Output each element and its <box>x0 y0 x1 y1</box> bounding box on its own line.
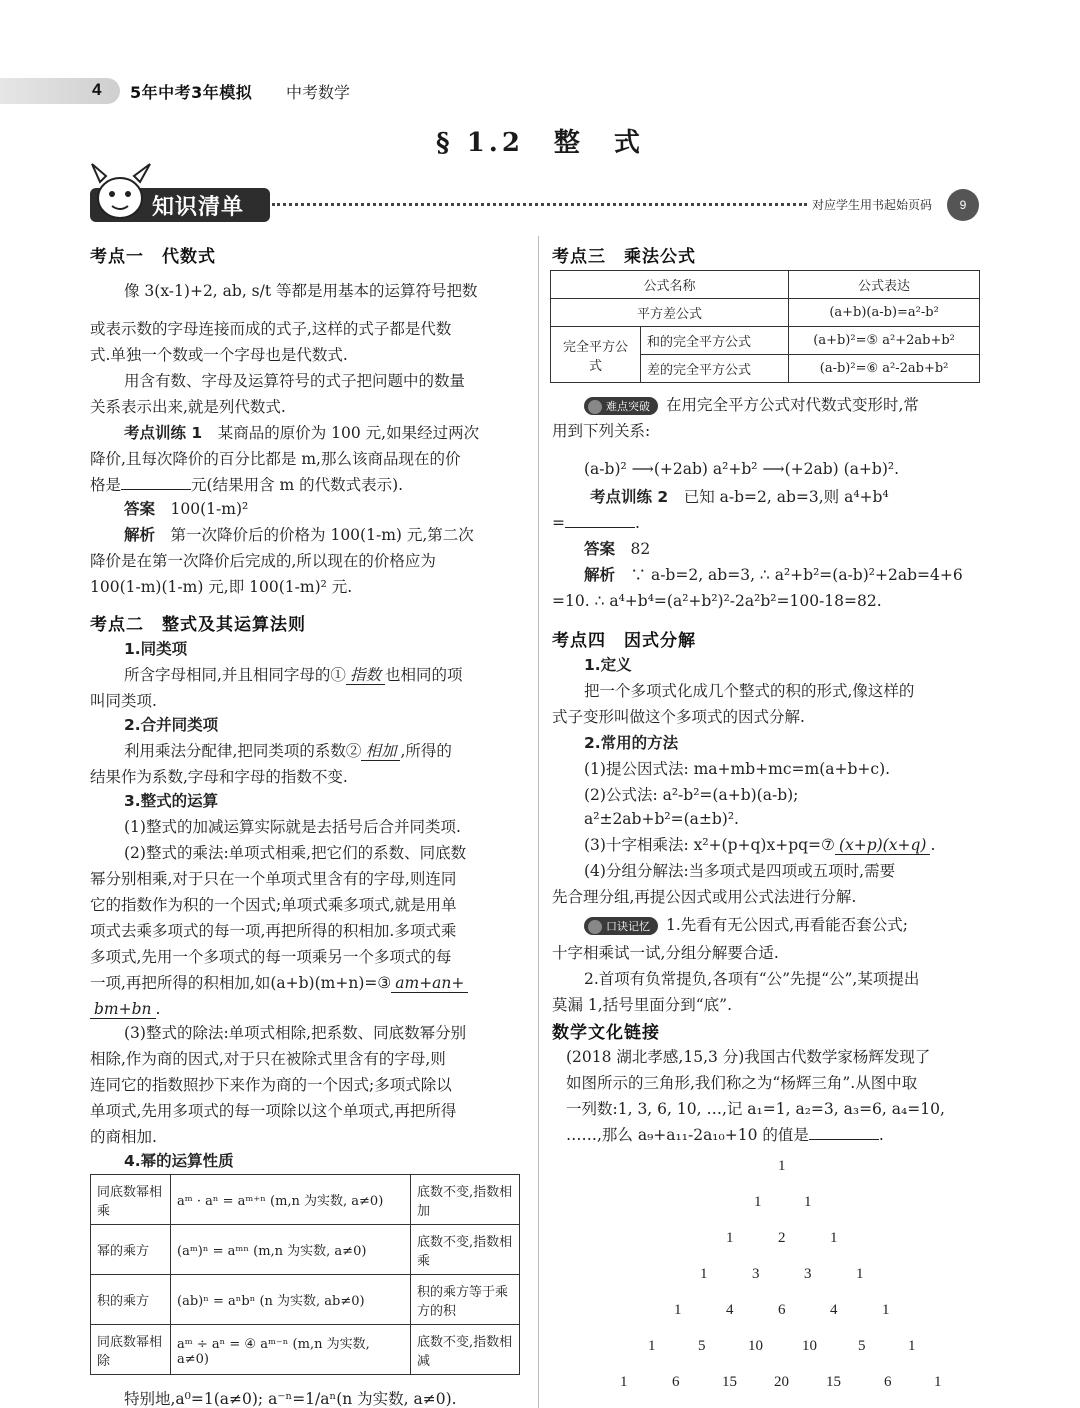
power-cell: (ab)ⁿ = aⁿbⁿ (n 为实数, ab≠0) <box>171 1275 411 1325</box>
tri-num: 5 <box>858 1338 866 1354</box>
tip1-a: 在用完全平方公式对代数式变形时,常 <box>666 396 919 414</box>
tip1-tag <box>584 397 658 415</box>
t2-answer <box>584 536 980 562</box>
tri-num: 1 <box>934 1374 942 1390</box>
t1-c2: 元(结果用含 m 的代数式表示). <box>191 476 404 494</box>
s3-2d: 项式去乘多项式的每一项,再把所得的积相加.多项式乘 <box>90 922 457 940</box>
tri-num: 1 <box>882 1302 890 1318</box>
s3-2f-line <box>90 970 520 996</box>
dotted-line <box>272 203 807 206</box>
book-subject: 中考数学 <box>286 83 351 102</box>
power-cell: 底数不变,指数相减 <box>411 1325 520 1375</box>
c-a: (2018 湖北孝感,15,3 分)我国古代数学家杨辉发现了 <box>566 1048 931 1066</box>
s2-a2: ,所得的 <box>400 742 452 760</box>
c-d-line <box>566 1122 980 1148</box>
tri-num: 1 <box>908 1338 916 1354</box>
tri-num: 15 <box>826 1374 841 1390</box>
tri-num: 4 <box>726 1302 734 1318</box>
tip1-b: 用到下列关系: <box>552 422 651 440</box>
tri-num: 6 <box>778 1302 786 1318</box>
tri-num: 6 <box>884 1374 892 1390</box>
banner-label: 知识清单 <box>152 195 245 220</box>
power-cell: aᵐ ÷ aⁿ = ④ aᵐ⁻ⁿ (m,n 为实数, a≠0) <box>171 1325 411 1375</box>
page-number: 4 <box>92 80 102 99</box>
t1-c1: 格是 <box>90 476 122 494</box>
power-row <box>91 1175 520 1225</box>
t1-line-c <box>90 472 520 498</box>
tri-num: 10 <box>748 1338 763 1354</box>
answer-label: 答案 <box>124 500 156 518</box>
c-c: 一列数:1, 3, 6, 10, …,记 a₁=1, a₂=3, a₃=6, a₄=10, <box>566 1100 945 1118</box>
m4a: (4)分组分解法:当多项式是四项或五项时,需要 <box>584 862 896 880</box>
tip1-line-a <box>584 392 980 418</box>
tri-num: 3 <box>752 1266 760 1282</box>
book-series: 5年中考3年模拟 <box>130 83 253 102</box>
k1-p1b: 或表示数的字母连接而成的式子,这样的式子都是代数 <box>90 320 452 338</box>
answer-blank <box>121 476 191 490</box>
power-cell: (aᵐ)ⁿ = aᵐⁿ (m,n 为实数, a≠0) <box>171 1225 411 1275</box>
tri-num: 3 <box>804 1266 812 1282</box>
formula-name: 和的完全平方公式 <box>641 327 789 355</box>
m2b: a²±2ab+b²=(a±b)². <box>584 810 739 828</box>
power-row <box>91 1325 520 1375</box>
t2-line-a <box>590 484 980 510</box>
formula-row <box>551 299 980 327</box>
tip1-tag-text: 难点突破 <box>606 400 650 413</box>
tip2-line-a <box>584 912 980 938</box>
power-row <box>91 1275 520 1325</box>
d1-b: 式子变形叫做这个多项式的因式分解. <box>552 708 805 726</box>
power-cell: 底数不变,指数相乘 <box>411 1225 520 1275</box>
section-title: § 1.2 整 式 <box>436 128 644 158</box>
culture-title: 数学文化链接 <box>552 1023 660 1043</box>
t1-line-a <box>124 420 520 446</box>
s2-b: 结果作为系数,字母和字母的指数不变. <box>90 768 348 786</box>
s3-3a: (3)整式的除法:单项式相除,把系数、同底数幂分别 <box>124 1024 467 1042</box>
s3-2c: 它的指数作为积的一个因式;单项式乘多项式,就是用单 <box>90 896 457 914</box>
m4b: 先合理分组,再提公因式或用公式法进行分解. <box>552 888 857 906</box>
s3-2g2: . <box>155 1000 161 1018</box>
k1-p1a: 像 3(x-1)+2, ab, s/t 等都是用基本的运算符号把数 <box>124 282 478 300</box>
s2-line-a <box>124 738 520 764</box>
s4-title: 4.幂的运算性质 <box>124 1152 234 1170</box>
tri-num: 4 <box>830 1302 838 1318</box>
d1-a: 把一个多项式化成几个整式的积的形式,像这样的 <box>584 682 915 700</box>
formula-expr: (a+b)²=⑤ a²+2ab+b² <box>789 327 980 355</box>
tri-num: 10 <box>802 1338 817 1354</box>
formula-head-row <box>551 271 980 299</box>
t2-line-b: = . <box>552 514 640 532</box>
tip2-d: 莫漏 1,括号里面分到“底”. <box>552 996 732 1014</box>
fill-7: (x+p)(x+q) <box>835 836 931 855</box>
formula-row <box>551 327 980 355</box>
tri-num: 1 <box>754 1194 762 1210</box>
k2-title: 考点二 整式及其运算法则 <box>90 615 306 635</box>
tri-num: 20 <box>774 1374 789 1390</box>
m2a: (2)公式法: a²-b²=(a+b)(a-b); <box>584 786 799 804</box>
tri-num: 1 <box>648 1338 656 1354</box>
k3-title: 考点三 乘法公式 <box>552 247 696 267</box>
tri-num: 1 <box>856 1266 864 1282</box>
s2-a1: 利用乘法分配律,把同类项的系数② <box>124 742 362 760</box>
tri-num: 6 <box>672 1374 680 1390</box>
t2-jx-line-a <box>584 562 980 588</box>
tri-num: 1 <box>620 1374 628 1390</box>
answer-blank <box>565 514 635 528</box>
tri-num: 5 <box>698 1338 706 1354</box>
header-bar <box>0 78 120 104</box>
s2-title: 2.合并同类项 <box>124 716 219 734</box>
power-cell: 底数不变,指数相加 <box>411 1175 520 1225</box>
tip-bulb-icon <box>588 400 602 414</box>
tri-num: 1 <box>726 1230 734 1246</box>
c-d2: . <box>878 1126 884 1144</box>
tip-bulb-icon <box>588 920 602 934</box>
m3a: (3)十字相乘法: x²+(p+q)x+pq=⑦ <box>584 836 835 854</box>
special-note: 特别地,a⁰=1(a≠0); a⁻ⁿ=1/aⁿ(n 为实数, a≠0). <box>124 1390 457 1408</box>
tip2-b: 十字相乘试一试,分组分解要合适. <box>552 944 779 962</box>
s1-b: 叫同类项. <box>90 692 157 710</box>
s3-3d: 单项式,先用多项式的每一项除以这个单项式,再把所得 <box>90 1102 457 1120</box>
t2-jx-b: =10. ∴ a⁴+b⁴=(a²+b²)²-2a²b²=100-18=82. <box>552 592 882 610</box>
s1-a1: 所含字母相同,并且相同字母的① <box>124 666 346 684</box>
t1-jx-line-a <box>124 522 520 548</box>
t1-label: 考点训练 1 <box>124 424 203 442</box>
fill-2: 相加 <box>361 742 400 761</box>
tip2-tag-text: 口诀记忆 <box>606 920 650 933</box>
s3-2a: (2)整式的乘法:单项式相乘,把它们的系数、同底数 <box>124 844 467 862</box>
fill-3b: bm+bn <box>90 1000 156 1019</box>
formula-head-expr: 公式表达 <box>789 271 980 299</box>
power-cell: 积的乘方等于乘方的积 <box>411 1275 520 1325</box>
ref-page-badge: 9 <box>947 189 979 221</box>
jx-label: 解析 <box>124 526 156 544</box>
t1-jx-c: 100(1-m)(1-m) 元,即 100(1-m)² 元. <box>90 578 353 596</box>
t2-b: = <box>552 514 565 532</box>
t1-b: 降价,且每次降价的百分比都是 m,那么该商品现在的价 <box>90 450 461 468</box>
tri-num: 15 <box>722 1374 737 1390</box>
s3-2g-line <box>90 996 520 1022</box>
power-cell: 同底数幂相乘 <box>91 1175 171 1225</box>
m1: (1)提公因式法: ma+mb+mc=m(a+b+c). <box>584 760 891 778</box>
formula-table <box>550 270 980 383</box>
jx-label: 解析 <box>584 566 616 584</box>
d2-title: 2.常用的方法 <box>584 734 679 752</box>
t1-answer-value: 100(1-m)² <box>170 500 249 518</box>
power-cell: 同底数幂相除 <box>91 1325 171 1375</box>
c-d1: ……,那么 a₉+a₁₁-2a₁₀+10 的值是 <box>566 1126 809 1144</box>
tri-num: 1 <box>700 1266 708 1282</box>
formula-head-name: 公式名称 <box>551 271 789 299</box>
m3b: . <box>930 836 936 854</box>
k1-p1c: 式.单独一个数或一个字母也是代数式. <box>90 346 348 364</box>
tri-num: 1 <box>830 1230 838 1246</box>
s3-3b: 相除,作为商的因式,对于只在被除式里含有的字母,则 <box>90 1050 446 1068</box>
t1-jx-b: 降价是在第一次降价后完成的,所以现在的价格应为 <box>90 552 436 570</box>
s1-a2: 也相同的项 <box>384 666 463 684</box>
tri-num: 1 <box>778 1158 786 1174</box>
s3-1: (1)整式的加减运算实际就是去括号后合并同类项. <box>124 818 461 836</box>
t2-label: 考点训练 2 <box>590 488 669 506</box>
tip2-a: 1.先看有无公因式,再看能否套公式; <box>666 916 908 934</box>
s3-3c: 连同它的指数照抄下来作为商的一个因式;多项式除以 <box>90 1076 452 1094</box>
s3-2e: 多项式,先用一个多项式的每一项乘另一个多项式的每 <box>90 948 452 966</box>
tip2-tag <box>584 917 658 935</box>
t2-jx-a: ∵ a-b=2, ab=3, ∴ a²+b²=(a-b)²+2ab=4+6 <box>630 566 963 584</box>
formula-expr: (a-b)²=⑥ a²-2ab+b² <box>789 355 980 383</box>
tip2-c: 2.首项有负常提负,各项有“公”先提“公”,某项提出 <box>584 970 920 988</box>
m3-line <box>584 832 980 858</box>
ref-label: 对应学生用书起始页码 <box>812 198 933 212</box>
k1-p2b: 关系表示出来,就是列代数式. <box>90 398 286 416</box>
formula-group: 完全平方公式 <box>551 327 641 383</box>
s3-title: 3.整式的运算 <box>124 792 219 810</box>
d1-title: 1.定义 <box>584 656 632 674</box>
power-cell: 积的乘方 <box>91 1275 171 1325</box>
power-table <box>90 1174 520 1375</box>
mascot-icon <box>86 160 156 224</box>
tri-num: 1 <box>674 1302 682 1318</box>
s3-3e: 的商相加. <box>90 1128 157 1146</box>
power-cell: 幂的乘方 <box>91 1225 171 1275</box>
s1-title: 1.同类项 <box>124 640 188 658</box>
column-divider <box>538 236 539 1408</box>
answer-blank <box>809 1126 879 1140</box>
fill-1: 指数 <box>346 666 385 685</box>
answer-label: 答案 <box>584 540 616 558</box>
formula-expr: (a+b)(a-b)=a²-b² <box>789 299 980 327</box>
t2-answer-value: 82 <box>630 540 651 558</box>
t1-jx-a: 第一次降价后的价格为 100(1-m) 元,第二次 <box>170 526 474 544</box>
t1-a: 某商品的原价为 100 元,如果经过两次 <box>217 424 480 442</box>
s1-line-a <box>124 662 520 688</box>
c-b: 如图所示的三角形,我们称之为“杨辉三角”.从图中取 <box>566 1074 918 1092</box>
tip1-formula: (a-b)² ⟶(+2ab) a²+b² ⟶(+2ab) (a+b)². <box>584 460 900 478</box>
t1-answer <box>124 496 520 522</box>
s3-2f1: 一项,再把所得的积相加,如(a+b)(m+n)=③ <box>90 974 392 992</box>
k1-title: 考点一 代数式 <box>90 247 216 267</box>
t2-a: 已知 a-b=2, ab=3,则 a⁴+b⁴ <box>683 488 889 506</box>
formula-name: 平方差公式 <box>551 299 789 327</box>
fill-3a: am+an+ <box>391 974 468 993</box>
power-cell: aᵐ · aⁿ = aᵐ⁺ⁿ (m,n 为实数, a≠0) <box>171 1175 411 1225</box>
k1-p2a: 用含有数、字母及运算符号的式子把问题中的数量 <box>124 372 466 390</box>
formula-name: 差的完全平方公式 <box>641 355 789 383</box>
tri-num: 2 <box>778 1230 786 1246</box>
k4-title: 考点四 因式分解 <box>552 631 696 651</box>
power-row <box>91 1225 520 1275</box>
s3-2b: 幂分别相乘,对于只在一个单项式里含有的字母,则连同 <box>90 870 457 888</box>
tri-num: 1 <box>804 1194 812 1210</box>
